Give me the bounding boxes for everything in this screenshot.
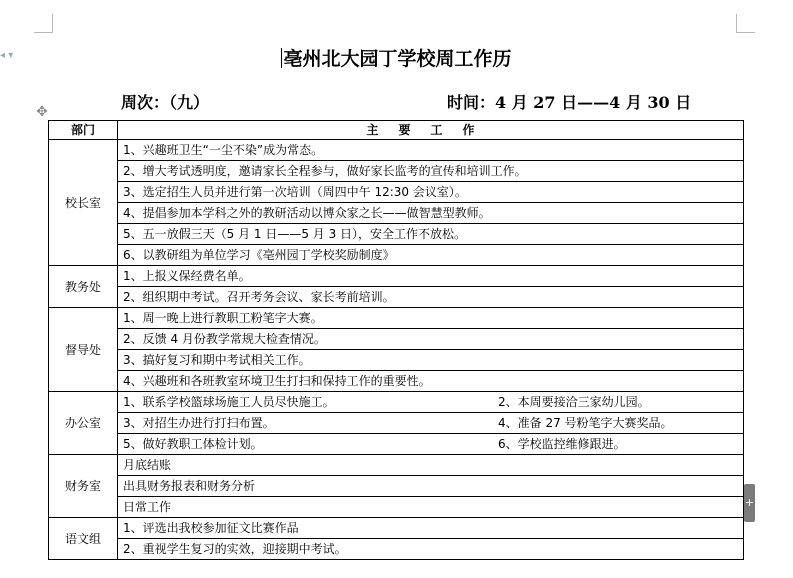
dept-cell: 财务室 — [49, 455, 118, 518]
document-title-text: 亳州北大园丁学校周工作历 — [283, 48, 512, 70]
table-row — [49, 266, 744, 287]
task-cell: 2、组织期中考试。召开考务会议、家长考前培训。 — [118, 287, 744, 308]
task-cell: 月底结账 — [118, 455, 744, 476]
task-cell — [118, 434, 744, 455]
task-cell: 6、以教研组为单位学习《亳州园丁学校奖励制度》 — [118, 245, 744, 266]
table-row — [49, 287, 744, 308]
task-cell: 4、提倡参加本学科之外的教研活动以博众家之长——做智慧型教师。 — [118, 203, 744, 224]
table-row — [49, 161, 744, 182]
task-cell — [118, 413, 744, 434]
task-cell — [118, 392, 744, 413]
page-corner-top-left — [34, 14, 53, 33]
task-cell: 1、兴趣班卫生“一尘不染”成为常态。 — [118, 140, 744, 161]
table-row — [49, 476, 744, 497]
dept-cell: 督导处 — [49, 308, 118, 392]
week-label: 周次：（九） — [121, 93, 210, 112]
table-row — [49, 518, 744, 539]
task-cell: 日常工作 — [118, 497, 744, 518]
style-marker-icon[interactable]: ◂ ▾ — [0, 50, 14, 61]
task-left: 3、对招生办进行打扫布置。 — [123, 416, 275, 430]
task-right: 6、学校监控维修跟进。 — [498, 437, 626, 451]
task-cell: 3、搞好复习和期中考试相关工作。 — [118, 350, 744, 371]
task-cell: 4、兴趣班和各班教室环境卫生打扫和保持工作的重要性。 — [118, 371, 744, 392]
task-right: 4、准备 27 号粉笔字大赛奖品。 — [498, 416, 673, 430]
table-header-row — [49, 121, 744, 140]
table-row — [49, 413, 744, 434]
task-cell: 2、重视学生复习的实效，迎接期中考试。 — [118, 539, 744, 560]
dept-header: 部门 — [49, 121, 118, 140]
table-row — [49, 434, 744, 455]
task-cell: 2、反馈 4 月份教学常规大检查情况。 — [118, 329, 744, 350]
dept-cell: 教务处 — [49, 266, 118, 308]
task-cell: 出具财务报表和财务分析 — [118, 476, 744, 497]
plus-icon[interactable]: + — [744, 484, 755, 522]
table-row — [49, 203, 744, 224]
dept-cell: 办公室 — [49, 392, 118, 455]
task-cell: 5、五一放假三天（5 月 1 日——5 月 3 日），安全工作不放松。 — [118, 224, 744, 245]
task-cell: 1、评选出我校参加征文比赛作品 — [118, 518, 744, 539]
document-title[interactable] — [0, 44, 793, 71]
schedule-table — [48, 120, 744, 560]
move-icon[interactable]: ✥ — [36, 104, 48, 120]
table-row — [49, 497, 744, 518]
content-header: 主要工作 — [118, 121, 744, 140]
task-cell: 1、周一晚上进行教职工粉笔字大赛。 — [118, 308, 744, 329]
table-row — [49, 245, 744, 266]
table-row — [49, 308, 744, 329]
table-row — [49, 455, 744, 476]
dept-cell: 校长室 — [49, 140, 118, 266]
table-row — [49, 182, 744, 203]
table-row — [49, 371, 744, 392]
table-row — [49, 224, 744, 245]
task-cell: 2、增大考试透明度，邀请家长全程参与，做好家长监考的宣传和培训工作。 — [118, 161, 744, 182]
table-row — [49, 539, 744, 560]
table-row — [49, 350, 744, 371]
task-right: 2、本周要接洽三家幼儿园。 — [498, 395, 650, 409]
time-label: 时间：4 月 27 日——4 月 30 日 — [447, 93, 692, 112]
table-row — [49, 329, 744, 350]
task-left: 1、联系学校篮球场施工人员尽快施工。 — [123, 395, 335, 409]
task-cell: 3、选定招生人员并进行第一次培训（周四中午 12:30 会议室）。 — [118, 182, 744, 203]
table-row — [49, 140, 744, 161]
table-row — [49, 392, 744, 413]
dept-cell: 语文组 — [49, 518, 118, 560]
page-corner-top-right — [736, 14, 755, 33]
task-cell: 1、上报义保经费名单。 — [118, 266, 744, 287]
task-left: 5、做好教职工体检计划。 — [123, 437, 263, 451]
